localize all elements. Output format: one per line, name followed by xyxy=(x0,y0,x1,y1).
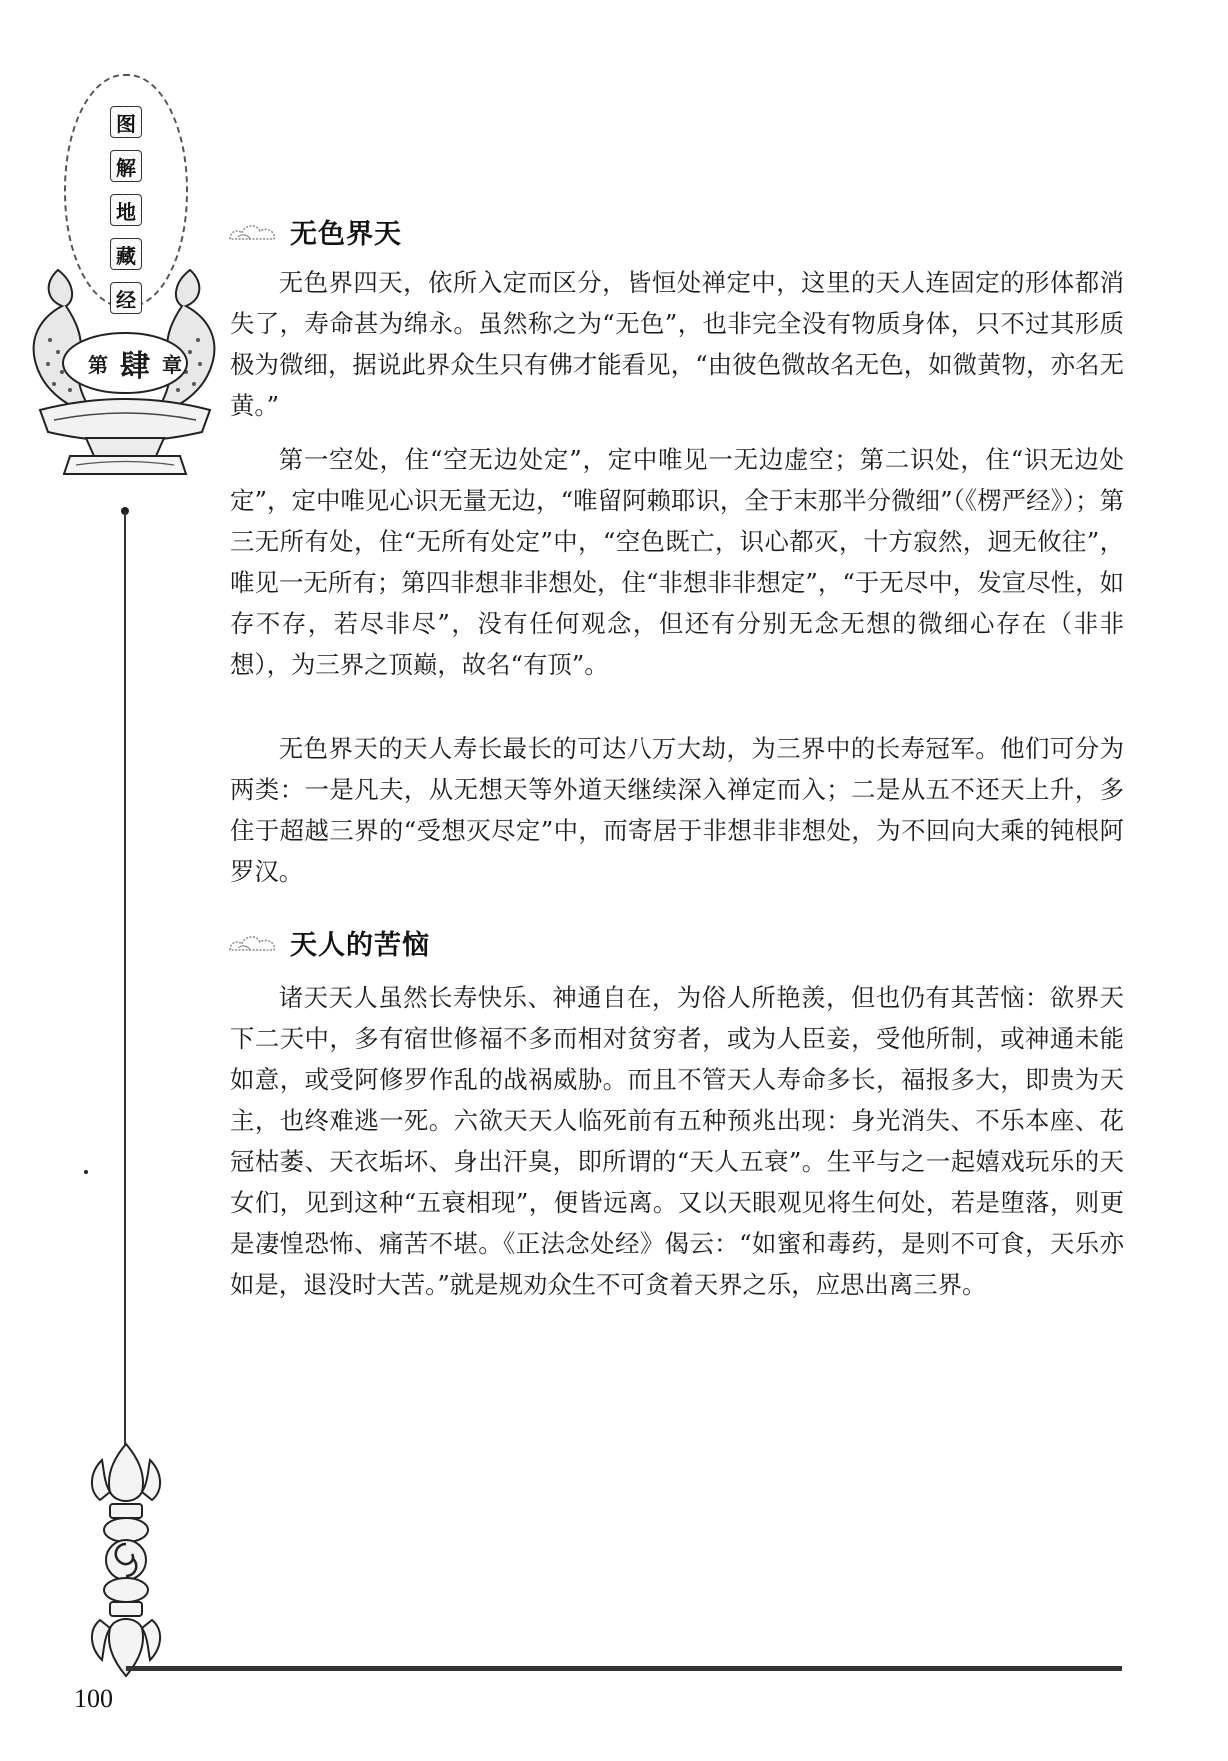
chapter-suffix: 章 xyxy=(162,352,182,377)
section-heading-1 xyxy=(226,212,402,251)
chapter-label xyxy=(80,338,190,388)
title-char: 地 xyxy=(110,194,142,226)
title-char: 图 xyxy=(110,106,142,138)
paragraph: 无色界天的天人寿长最长的可达八万大劫，为三界中的长寿冠军。他们可分为两类：一是凡夫，从无想天等外道天继续深入禅定而入；二是从五不还天上升，多住于超越三界的“受想灭尽定”中，而寄居于非想非非想处，为不回向大乘的钝根阿罗汉。 xyxy=(230,734,1124,886)
page-number: 100 xyxy=(74,1684,113,1713)
section-heading-2 xyxy=(226,923,430,962)
paragraph: 诸天天人虽然长寿快乐、神通自在，为俗人所艳羡，但也仍有其苦恼：欲界天下二天中，多有宿世修福不多而相对贫穷者，或为人臣妾，受他所制，或神通未能如意，或受阿修罗作乱的战祸威胁。而且不管天人寿命多长，福报多大，即贵为天主，也终难逃一死。六欲天天人临死前有五种预兆出现：身光消失、不乐本座、花冠枯萎、天衣垢坏、身出汗臭，即所谓的“天人五衰”。生平与之一起嬉戏玩乐的天女们，见到这种“五衰相现”，便皆远离。又以天眼观见将生何处，若是堕落，则更是凄惶恐怖、痛苦不堪。《正法念处经》偈云：“如蜜和毒药，是则不可食，天乐亦如是，退没时大苦。”就是规劝众生不可贪着天界之乐，应思出离三界。 xyxy=(230,983,1124,1299)
title-char: 解 xyxy=(110,150,142,182)
chapter-number: 肆 xyxy=(120,349,150,384)
vajra-ornament xyxy=(76,1440,176,1680)
title-char: 经 xyxy=(110,282,142,314)
vertical-margin-rule xyxy=(124,512,126,1452)
section-title: 无色界天 xyxy=(290,219,402,250)
margin-dot xyxy=(84,1170,88,1174)
paragraph: 无色界四天，依所入定而区分，皆恒处禅定中，这里的天人连固定的形体都消失了，寿命甚为绵永。虽然称之为“无色”，也非完全没有物质身体，只不过其形质极为微细，据说此界众生只有佛才能看见，“由彼色微故名无色，如微黄物，亦名无黄。” xyxy=(230,268,1124,420)
cloud-icon xyxy=(226,928,282,958)
title-char: 藏 xyxy=(110,238,142,270)
section-title: 天人的苦恼 xyxy=(290,930,430,961)
footer-rule xyxy=(126,1666,1122,1671)
chapter-prefix: 第 xyxy=(88,352,108,377)
paragraph: 第一空处，住“空无边处定”，定中唯见一无边虚空；第二识处，住“识无边处定”，定中唯见心识无量无边，“唯留阿赖耶识，全于末那半分微细”（《楞严经》）；第三无所有处，住“无所有处定”中，“空色既亡，识心都灭，十方寂然，迥无攸往”，唯见一无所有；第四非想非非想处，住“非想非非想定”，“于无尽中，发宣尽性，如存不存，若尽非尽”，没有任何观念，但还有分别无念无想的微细心存在（非非想），为三界之顶巅，故名“有顶”。 xyxy=(230,445,1124,679)
cloud-icon xyxy=(226,217,282,247)
